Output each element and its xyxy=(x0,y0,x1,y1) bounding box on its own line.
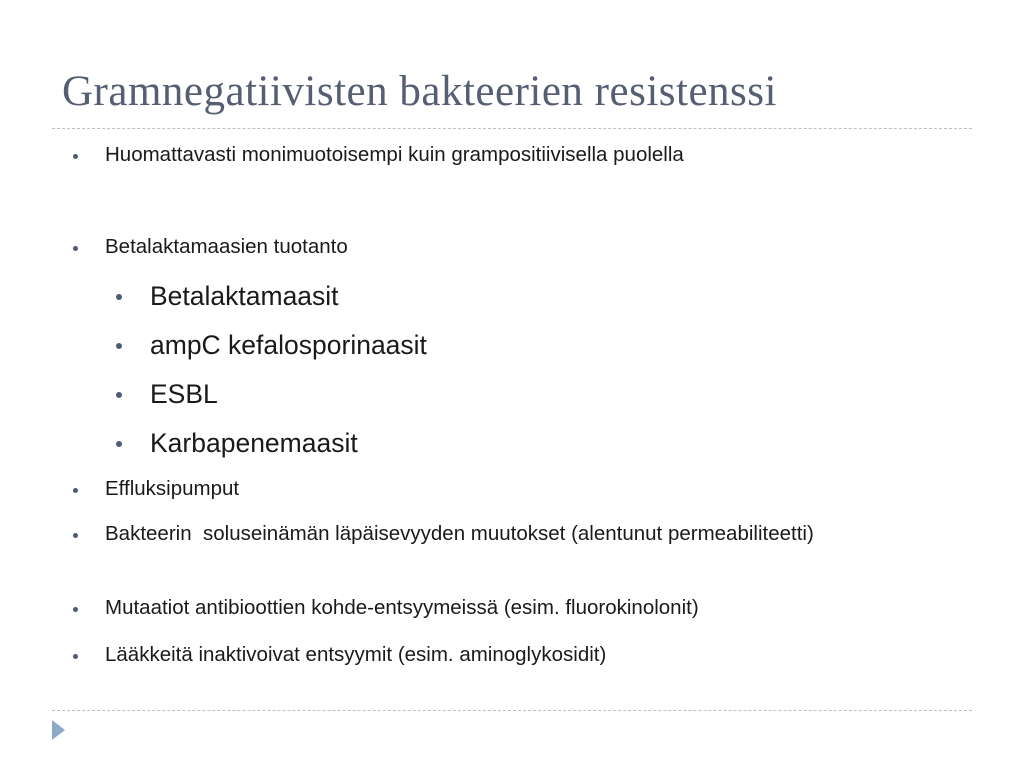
bullet-item xyxy=(105,594,965,622)
play-arrow-icon[interactable] xyxy=(52,720,65,740)
bullet-text: ESBL xyxy=(150,379,218,409)
bullet-dot-icon xyxy=(116,343,122,349)
sub-bullet-item xyxy=(150,379,950,409)
title-divider xyxy=(52,128,972,129)
bullet-dot-icon xyxy=(73,607,78,612)
bullet-dot-icon xyxy=(73,488,78,493)
slide-title: Gramnegatiivisten bakteerien resistenssi xyxy=(62,68,777,115)
bullet-text: Effluksipumput xyxy=(105,477,240,500)
bullet-text: Huomattavasti monimuotoisempi kuin grampositiivisella puolella xyxy=(105,143,684,166)
bullet-dot-icon xyxy=(116,294,122,300)
bullet-text: Mutaatiot antibioottien kohde-entsyymeissä (esim. fluorokinolonit) xyxy=(105,596,699,619)
bullet-text: ampC kefalosporinaasit xyxy=(150,330,427,360)
bullet-dot-icon xyxy=(73,246,78,251)
bullet-item xyxy=(105,233,965,261)
bullet-item xyxy=(105,141,965,169)
bullet-dot-icon xyxy=(73,533,78,538)
bullet-text: Bakteerin soluseinämän läpäisevyyden muutokset (alentunut permeabiliteetti) xyxy=(105,522,814,545)
bullet-text: Betalaktamaasit xyxy=(150,281,339,311)
bullet-dot-icon xyxy=(73,654,78,659)
bullet-text: Betalaktamaasien tuotanto xyxy=(105,235,348,258)
bullet-dot-icon xyxy=(73,154,78,159)
bullet-item xyxy=(105,641,965,669)
bullet-text: Lääkkeitä inaktivoivat entsyymit (esim. aminoglykosidit) xyxy=(105,643,607,666)
sub-bullet-item xyxy=(150,330,950,360)
bullet-dot-icon xyxy=(116,392,122,398)
bullet-dot-icon xyxy=(116,441,122,447)
bullet-item xyxy=(105,475,965,503)
sub-bullet-item xyxy=(150,281,950,311)
sub-bullet-item xyxy=(150,428,950,458)
bullet-item xyxy=(105,520,865,548)
footer-divider xyxy=(52,710,972,711)
bullet-text: Karbapenemaasit xyxy=(150,428,358,458)
